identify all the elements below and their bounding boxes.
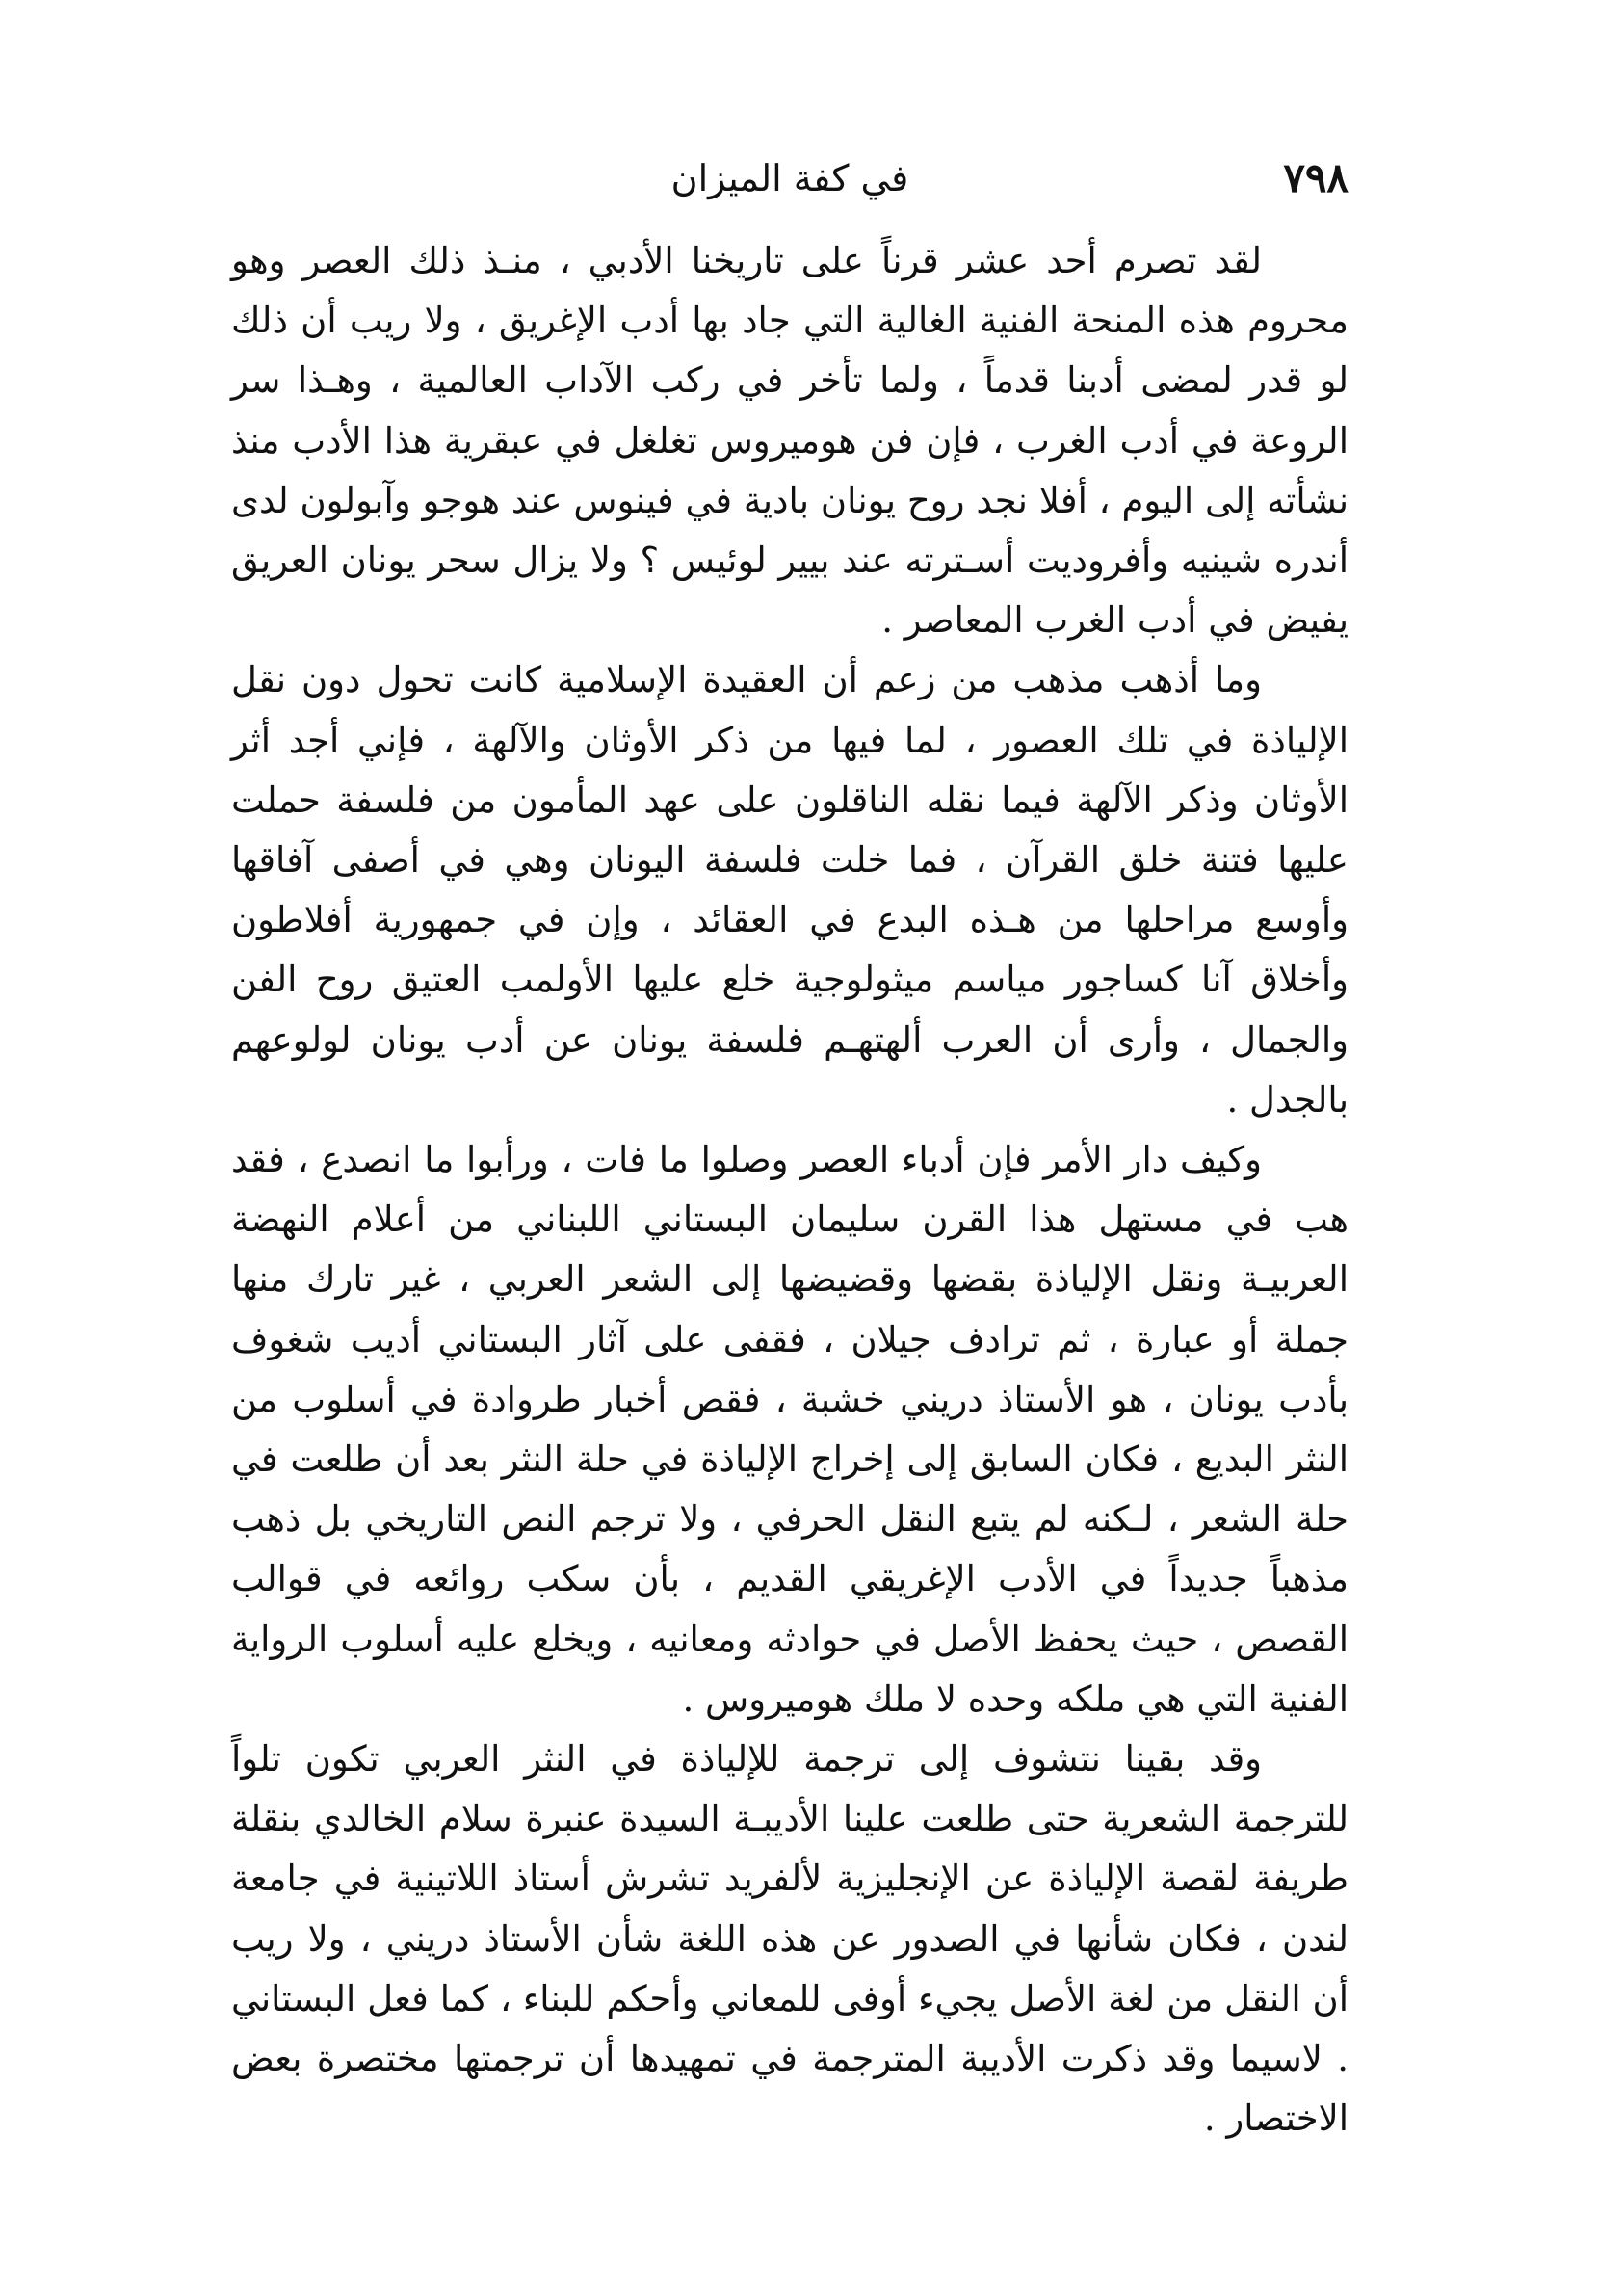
paragraph-4: وقد بقينا نتشوف إلى ترجمة للإلياذة في النثر العربي تكون تلواً للترجمة الشعرية حتى طلعت علينا الأديبـة السيدة عنبرة سلام الخالدي بنقلة طريفة لقصة الإلياذة عن الإنجليزية لألفريد تشرش أستاذ اللاتينية في جامعة لندن ، فكان شأنها في الصدور عن هذه اللغة شأن الأستاذ دريني ، ولا ريب أن النقل من لغة الأصل يجيء أوفى للمعاني وأحكم للبناء ، كما فعل البستاني . لاسيما وقد ذكرت الأديبة المترجمة في تمهيدها أن ترجمتها مختصرة بعض الاختصار . [231,1738,1349,2140]
page-number: ٧٩٨ [1283,154,1349,201]
paragraph-1: لقد تصرم أحد عشر قرناً على تاريخنا الأدبي ، منـذ ذلك العصر وهو محروم هذه المنحة الفنية الغالية التي جاد بها أدب الإغريق ، ولا ريب أن ذلك لو قدر لمضى أدبنا قدماً ، ولما تأخر في ركب الآداب العالمية ، وهـذا سر الروعة في أدب الغرب ، فإن فن هوميروس تغلغل في عبقرية هذا الأدب منذ نشأته إلى اليوم ، أفلا نجد روح يونان بادية في فينوس عند هوجو وآبولون لدى أندره شينيه وأفروديت أسـترته عند بيير لوئيس ؟ ولا يزال سحر يونان العريق يفيض في أدب الغرب المعاصر . [231,240,1349,642]
running-title: في كفة الميزان [670,157,909,199]
paragraph-3: وكيف دار الأمر فإن أدباء العصر وصلوا ما فات ، ورأبوا ما انصدع ، فقد هب في مستهل هذا القرن سليمان البستاني اللبناني من أعلام النهضة العربيـة ونقل الإلياذة بقضها وقضيضها إلى الشعر العربي ، غير تارك منها جملة أو عبارة ، ثم ترادف جيلان ، فقفى على آثار البستاني أديب شغوف بأدب يونان ، هو الأستاذ دريني خشبة ، فقص أخبار طروادة في أسلوب من النثر البديع ، فكان السابق إلى إخراج الإلياذة في حلة النثر بعد أن طلعت في حلة الشعر ، لـكنه لم يتبع النقل الحرفي ، ولا ترجم النص التاريخي بل ذهب مذهباً جديداً في الأدب الإغريقي القديم ، بأن سكب روائعه في قوالب القصص ، حيث يحفظ الأصل في حوادثه ومعانيه ، ويخلع عليه أسلوب الرواية الفنية التي هي ملكه وحده لا ملك هوميروس . [231,1139,1349,1720]
body-text [231,231,1349,2150]
page-header [231,145,1349,212]
paragraph-2: وما أذهب مذهب من زعم أن العقيدة الإسلامية كانت تحول دون نقل الإلياذة في تلك العصور ، لما فيها من ذكر الأوثان والآلهة ، فإني أجد أثر الأوثان وذكر الآلهة فيما نقله الناقلون على عهد المأمون من فلسفة حملت عليها فتنة خلق القرآن ، فما خلت فلسفة اليونان وهي في أصفى آفاقها وأوسع مراحلها من هـذه البدع في العقائد ، وإن في جمهورية أفلاطون وأخلاق آنا كساجور مياسم ميثولوجية خلع عليها الأولمب العتيق روح الفن والجمال ، وأرى أن العرب ألهتهـم فلسفة يونان عن أدب يونان لولوعهم بالجدل . [231,659,1349,1121]
